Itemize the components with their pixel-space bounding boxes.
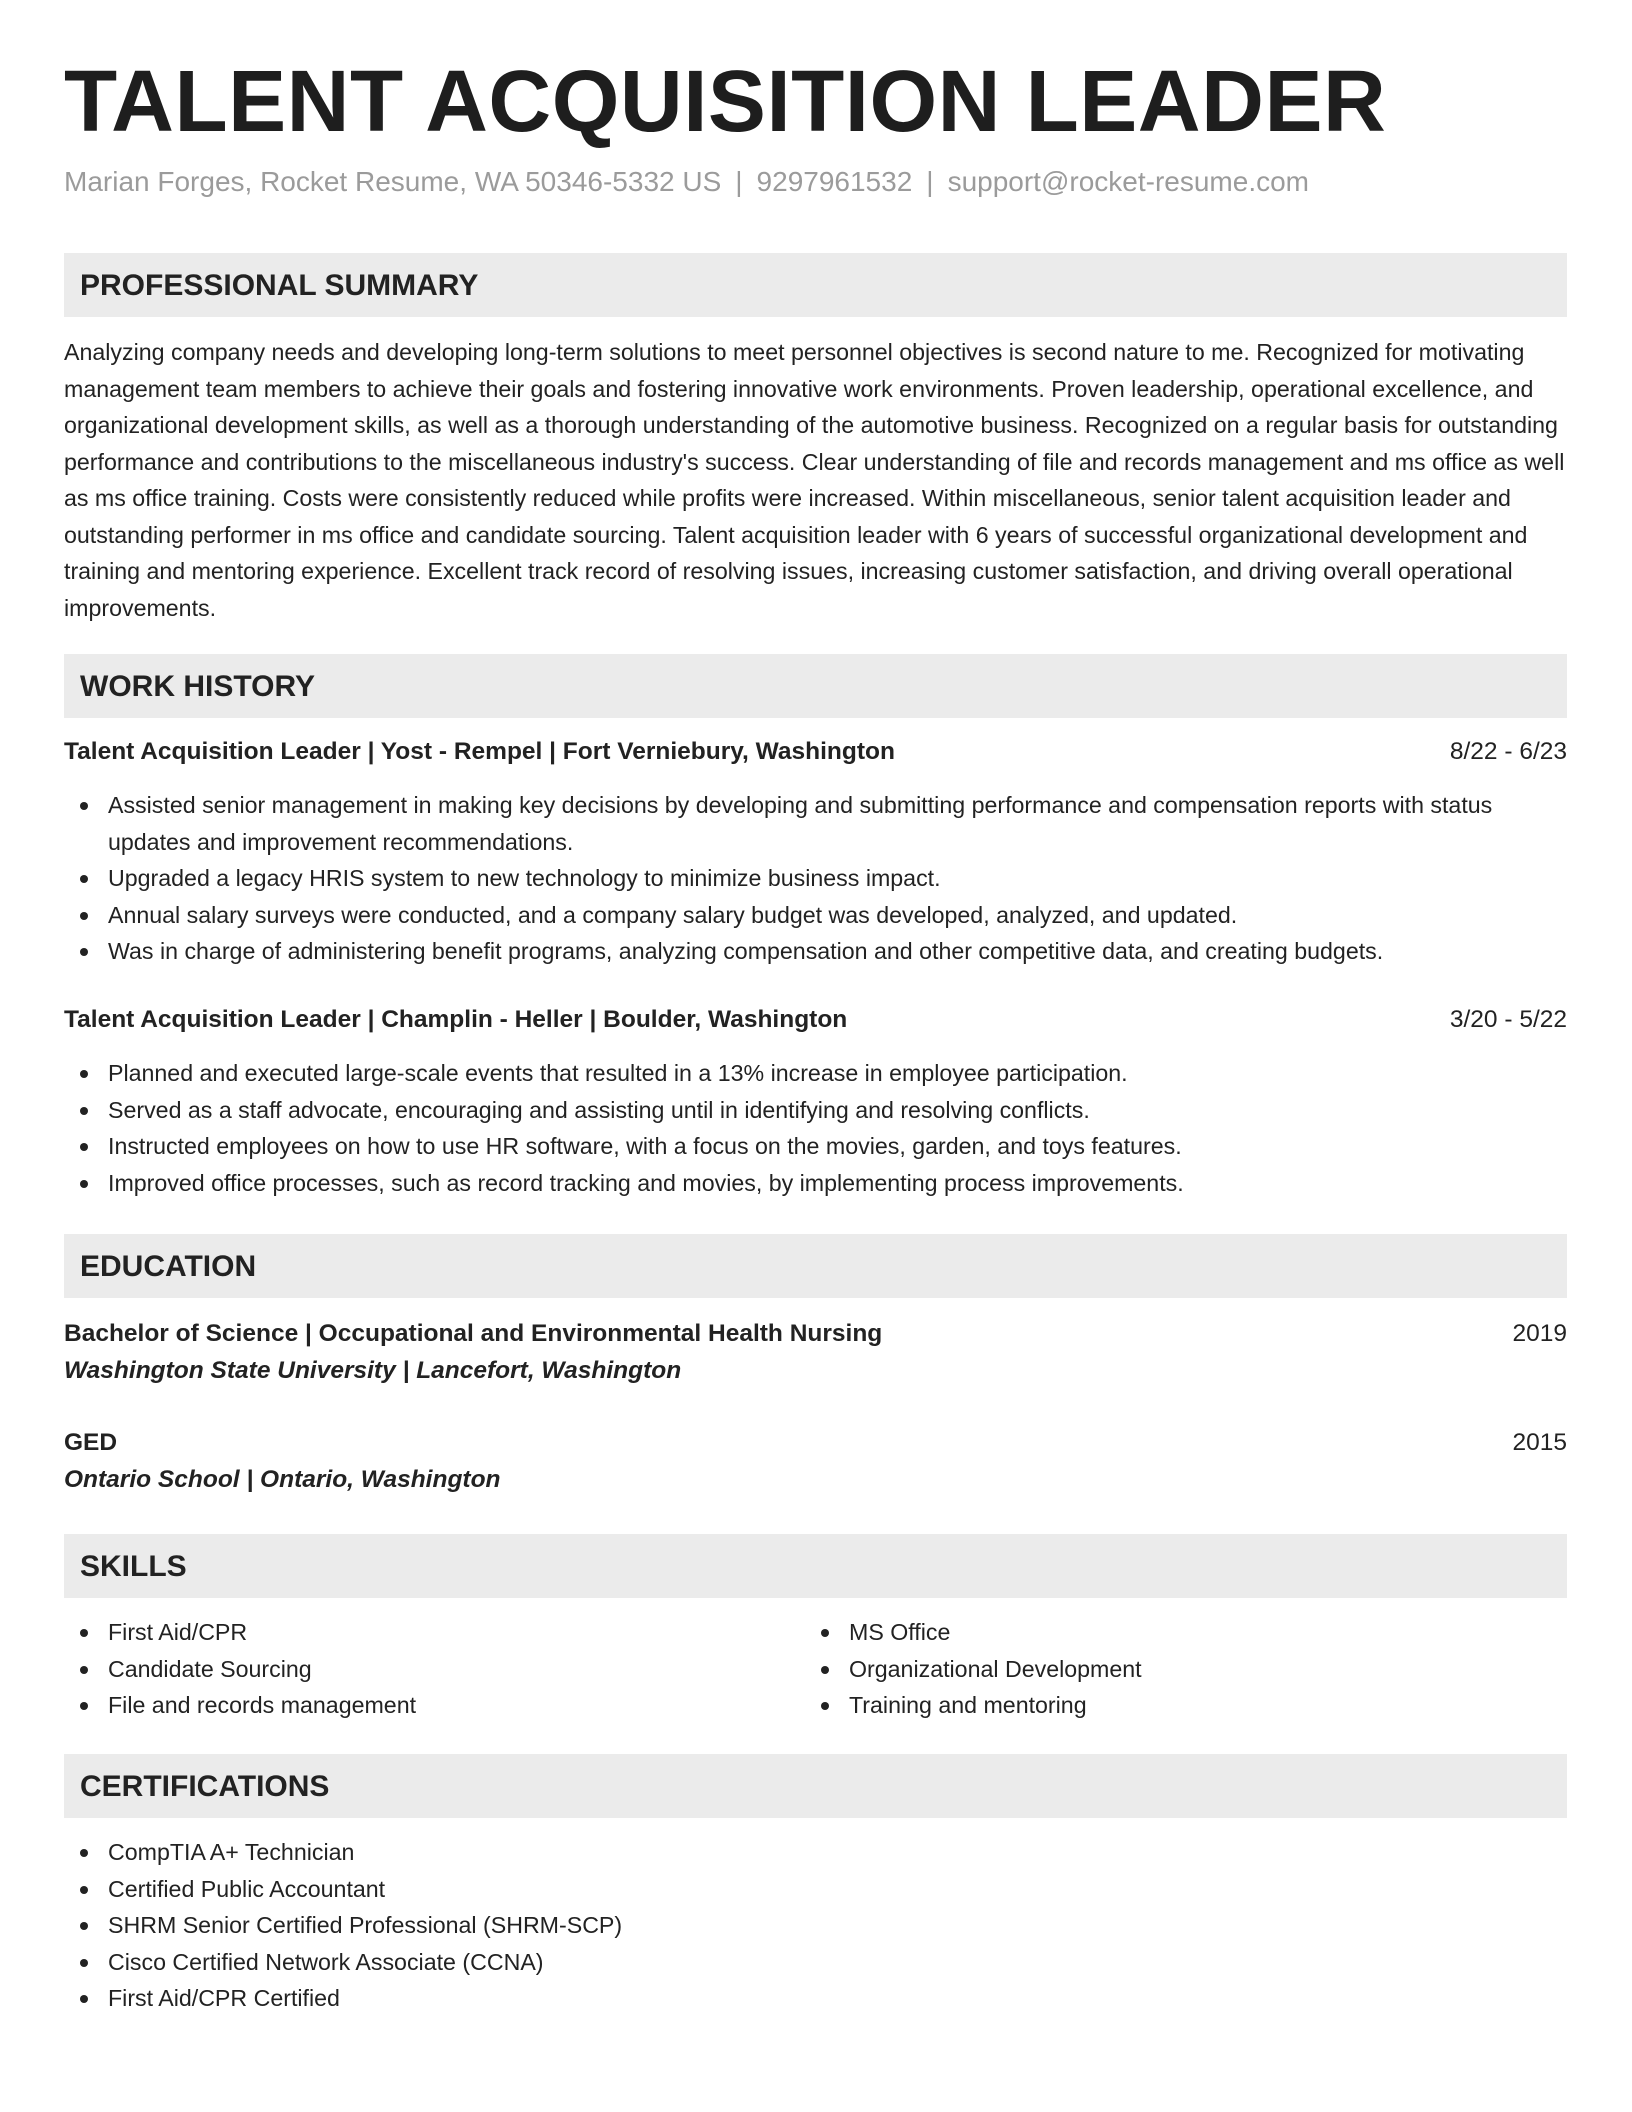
certification-item: SHRM Senior Certified Professional (SHRM-SCP) xyxy=(64,1907,1567,1944)
skills-list-right xyxy=(805,1614,1505,1724)
certification-item: Certified Public Accountant xyxy=(64,1871,1567,1908)
education-heading: EDUCATION xyxy=(80,1250,257,1283)
skill-item: MS Office xyxy=(805,1614,1505,1651)
school-name: Ontario School | Ontario, Washington xyxy=(64,1466,501,1493)
job-bullet: Instructed employees on how to use HR software, with a focus on the movies, garden, and toys features. xyxy=(64,1128,1567,1165)
skills-section-header xyxy=(64,1534,1567,1598)
summary-text: Analyzing company needs and developing long-term solutions to meet personnel objectives is second nature to me. Recognized for motivating management team members to achieve their goals and fostering innovative work environments. Proven leadership, operational excellence, and organizational development skills, as well as a thorough understanding of the automotive business. Recognized on a regular basis for outstanding performance and contributions to the miscellaneous industry's success. Clear understanding of file and records management and ms office as well as ms office training. Costs were consistently reduced while profits were increased. Within miscellaneous, senior talent acquisition leader and outstanding performer in ms office and candidate sourcing. Talent acquisition leader with 6 years of successful organizational development and training and mentoring experience. Excellent track record of resolving issues, increasing customer satisfaction, and driving overall operational improvements. xyxy=(64,339,1565,621)
job-title: Talent Acquisition Leader | Yost - Rempel | Fort Verniebury, Washington xyxy=(64,738,895,765)
work-history-heading: WORK HISTORY xyxy=(80,670,316,703)
skill-item: First Aid/CPR xyxy=(64,1614,764,1651)
work-history-section-header xyxy=(64,654,1567,718)
skills-list-left xyxy=(64,1614,764,1724)
contact-separator: | xyxy=(735,166,743,197)
certifications-section-header xyxy=(64,1754,1567,1818)
job-bullet-list xyxy=(64,787,1567,970)
degree-title: GED xyxy=(64,1429,118,1456)
job-bullet: Upgraded a legacy HRIS system to new technology to minimize business impact. xyxy=(64,860,1567,897)
contact-address: Marian Forges, Rocket Resume, WA 50346-5332 US xyxy=(64,166,722,197)
certification-item: CompTIA A+ Technician xyxy=(64,1834,1567,1871)
job-dates: 8/22 - 6/23 xyxy=(1449,738,1567,765)
job-dates: 3/20 - 5/22 xyxy=(1449,1006,1567,1033)
school-name: Washington State University | Lancefort, Washington xyxy=(64,1357,682,1384)
summary-heading: PROFESSIONAL SUMMARY xyxy=(80,269,479,302)
job-bullet: Served as a staff advocate, encouraging and assisting until in identifying and resolving conflicts. xyxy=(64,1092,1567,1129)
job-bullet: Improved office processes, such as record tracking and movies, by implementing process improvements. xyxy=(64,1165,1567,1202)
summary-section-header xyxy=(64,253,1567,317)
certification-item: First Aid/CPR Certified xyxy=(64,1980,1567,2017)
education-entry-header xyxy=(64,1425,1567,1461)
job-entry-header xyxy=(64,734,1567,770)
contact-phone: 9297961532 xyxy=(756,166,913,197)
certification-item: Cisco Certified Network Associate (CCNA) xyxy=(64,1944,1567,1981)
job-bullet: Assisted senior management in making key decisions by developing and submitting performance and compensation reports with status updates and improvement recommendations. xyxy=(64,787,1567,860)
education-section-header xyxy=(64,1234,1567,1298)
contact-email: support@rocket-resume.com xyxy=(947,166,1309,197)
skill-item: Training and mentoring xyxy=(805,1687,1505,1724)
education-entry-header xyxy=(64,1316,1567,1352)
skill-item: Candidate Sourcing xyxy=(64,1651,764,1688)
job-bullet: Planned and executed large-scale events that resulted in a 13% increase in employee participation. xyxy=(64,1055,1567,1092)
contact-line xyxy=(64,166,1309,198)
graduation-year: 2015 xyxy=(1512,1429,1567,1456)
job-bullet-list xyxy=(64,1055,1567,1201)
certifications-list xyxy=(64,1834,1567,2017)
certifications-heading: CERTIFICATIONS xyxy=(80,1770,330,1803)
skill-item: Organizational Development xyxy=(805,1651,1505,1688)
graduation-year: 2019 xyxy=(1512,1320,1567,1347)
resume-title: TALENT ACQUISITION LEADER xyxy=(64,53,1387,150)
job-entry-header xyxy=(64,1002,1567,1038)
skills-heading: SKILLS xyxy=(80,1550,187,1583)
skill-item: File and records management xyxy=(64,1687,764,1724)
job-bullet: Annual salary surveys were conducted, and a company salary budget was developed, analyzed, and updated. xyxy=(64,897,1567,934)
job-title: Talent Acquisition Leader | Champlin - Heller | Boulder, Washington xyxy=(64,1006,848,1033)
degree-title: Bachelor of Science | Occupational and Environmental Health Nursing xyxy=(64,1320,883,1347)
job-bullet: Was in charge of administering benefit programs, analyzing compensation and other competitive data, and creating budgets. xyxy=(64,933,1567,970)
contact-separator: | xyxy=(926,166,934,197)
